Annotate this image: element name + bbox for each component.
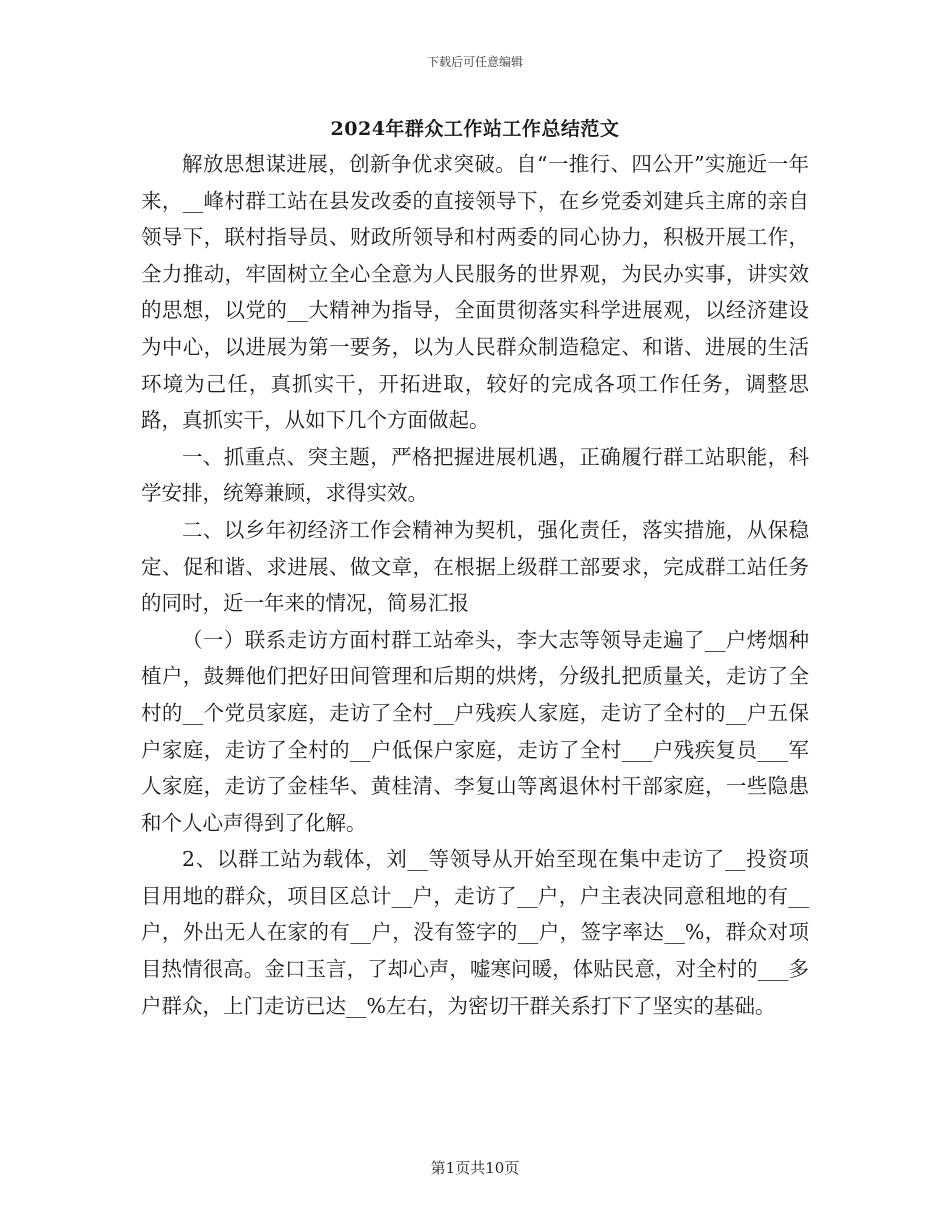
document-body	[141, 146, 809, 1024]
document-title: 2024年群众工作站工作总结范文	[330, 118, 620, 140]
paragraph-section-2: 二、以乡年初经济工作会精神为契机，强化责任，落实措施，从保稳定、促和谐、求进展、做文章，在根据上级群工部要求，完成群工站任务的同时，近一年来的情况，简易汇报	[141, 517, 809, 616]
paragraph-intro: 解放思想谋进展，创新争优求突破。自“一推行、四公开”实施近一年来，__峰村群工站在县发改委的直接领导下，在乡党委刘建兵主席的亲自领导下，联村指导员、财政所领导和村两委的同心协力，积极开展工作，全力推动，牢固树立全心全意为人民服务的世界观，为民办实事，讲实效的思想，以党的__大精神为指导，全面贯彻落实科学进展观，以经济建设为中心，以进展为第一要务，以为人民群众制造稳定、和谐、进展的生活环境为己任，真抓实干，开拓进取，较好的完成各项工作任务，调整思路，真抓实干，从如下几个方面做起。	[141, 152, 809, 433]
paragraph-visits: （一）联系走访方面村群工站牵头，李大志等领导走遍了__户烤烟种植户，鼓舞他们把好田间管理和后期的烘烤，分级扎把质量关，走访了全村的__个党员家庭，走访了全村__户残疾人家庭，走访了全村的__户五保户家庭，走访了全村的__户低保户家庭，走访了全村___户残疾复员___军人家庭，走访了金桂华、黄桂清、李复山等离退休村干部家庭，一些隐患和个人心声得到了化解。	[141, 627, 809, 835]
page-header-note: 下载后可任意编辑	[426, 55, 523, 69]
page-number: 第1页共10页	[430, 1159, 520, 1177]
paragraph-section-1: 一、抓重点、突主题，严格把握进展机遇，正确履行群工站职能，科学安排，统筹兼顾，求得实效。	[141, 444, 809, 506]
paragraph-project-visits: 2、以群工站为载体，刘__等领导从开始至现在集中走访了__投资项目用地的群众，项目区总计__户，走访了__户，户主表决同意租地的有__户，外出无人在家的有__户，没有签字的__户，签字率达__%，群众对项目热情很高。金口玉言，了却心声，嘘寒问暖，体贴民意，对全村的___多户群众，上门走访已达__%左右，为密切干群关系打下了坚实的基础。	[141, 847, 809, 1018]
